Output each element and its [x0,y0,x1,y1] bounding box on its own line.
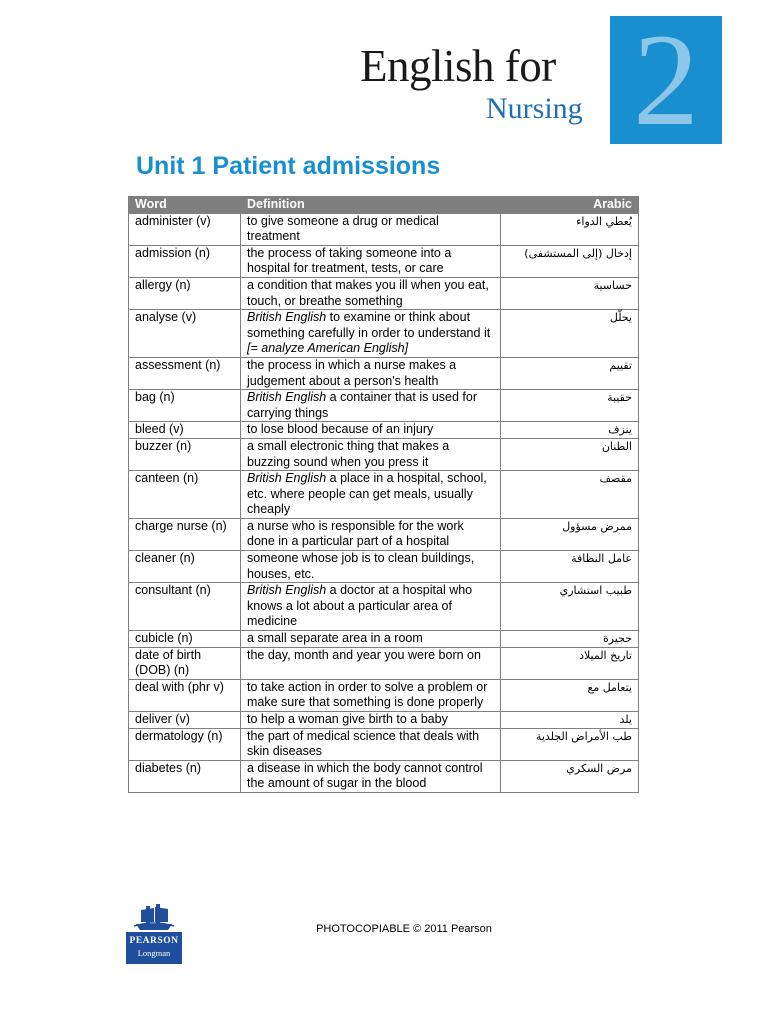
word-cell: diabetes (n) [129,760,241,792]
table-row [129,712,639,729]
definition-text: a container that is used for carrying things [247,390,477,420]
table-row [129,518,639,550]
definition-text: a nurse who is responsible for the work done in a particular part of a hospital [247,518,464,549]
definition-text: a small electronic thing that makes a buzzing sound when you press it [247,438,450,469]
word-cell: charge nurse (n) [129,518,241,550]
arabic-cell: يحلّل [501,310,639,358]
definition-text: to help a woman give birth to a baby [247,712,448,726]
word-cell: deliver (v) [129,712,241,729]
title-english-for: English for [360,41,556,91]
table-row [129,551,639,583]
word-cell: analyse (v) [129,310,241,358]
usage-note: British English [247,471,327,486]
logo-pearson-text: PEARSON [129,936,179,946]
arabic-cell: حساسية [501,277,639,309]
definition-text: a doctor at a hospital who knows a lot about a particular area of medicine [247,583,473,629]
table-row [129,357,639,389]
table-row [129,679,639,711]
arabic-cell: طب الأمراض الجلدية [501,728,639,760]
logo-longman-text: Longman [137,948,171,958]
usage-note: British English [247,310,327,325]
definition-cell [241,728,501,760]
usage-note: British English [247,390,327,405]
definition-cell [241,245,501,277]
definition-text: the process of taking someone into a hospital for treatment, tests, or care [247,245,452,276]
level-number: 2 [633,6,699,153]
definition-cell [241,712,501,729]
definition-cell [241,422,501,439]
definition-text: to lose blood because of an injury [247,422,434,437]
word-cell: allergy (n) [129,277,241,309]
word-cell: deal with (phr v) [129,679,241,711]
definition-cell [241,647,501,679]
arabic-cell: ممرض مسؤول [501,518,639,550]
arabic-cell: مقصف [501,471,639,519]
definition-cell [241,471,501,519]
definition-cell [241,390,501,422]
word-cell: assessment (n) [129,357,241,389]
arabic-cell: حقيبة [501,390,639,422]
arabic-cell: عامل النظافة [501,551,639,583]
word-cell: bag (n) [129,390,241,422]
table-row [129,213,639,245]
table-row [129,583,639,631]
word-cell: buzzer (n) [129,438,241,470]
table-row [129,471,639,519]
header-definition: Definition [241,197,501,214]
logo-wordmark [126,932,182,964]
definition-text: the process in which a nurse makes a judgement about a person's health [247,357,457,388]
word-cell: dermatology (n) [129,728,241,760]
table-row [129,647,639,679]
definition-cell [241,438,501,470]
arabic-cell: الطنان [501,438,639,470]
arabic-cell: مرض السكري [501,760,639,792]
definition-cell [241,583,501,631]
word-cell: cubicle (n) [129,631,241,648]
definition-text: the part of medical science that deals with skin diseases [247,728,480,759]
table-row [129,760,639,792]
arabic-cell: إدخال (إلى المستشفى) [501,245,639,277]
table-row [129,245,639,277]
unit-title: Unit 1 Patient admissions [136,152,441,180]
definition-cell [241,760,501,792]
definition-text: to give someone a drug or medical treatment [247,213,439,244]
word-cell: date of birth (DOB) (n) [129,647,241,679]
table-row [129,310,639,358]
table-row [129,728,639,760]
usage-note-american: [= analyze American English] [247,341,409,356]
definition-text: to take action in order to solve a problem or make sure that something is done properly [247,679,488,710]
vocabulary-table [128,196,639,793]
definition-text: a place in a hospital, school, etc. where people can get meals, usually cheaply [247,471,487,517]
definition-cell [241,277,501,309]
arabic-cell: يلد [501,712,639,729]
table-row [129,277,639,309]
definition-text: someone whose job is to clean buildings, houses, etc. [247,551,475,581]
definition-cell [241,631,501,648]
arabic-cell: يتعامل مع [501,679,639,711]
word-cell: admission (n) [129,245,241,277]
definition-text: to examine or think about something carefully in order to understand it [247,310,491,340]
word-cell: bleed (v) [129,422,241,439]
level-badge [610,6,722,153]
arabic-cell: يُعطي الدواء [501,213,639,245]
table-row [129,390,639,422]
table-row [129,438,639,470]
word-cell: cleaner (n) [129,551,241,583]
usage-note: British English [247,583,327,598]
definition-text: a small separate area in a room [247,631,423,646]
arabic-cell: ينزف [501,422,639,439]
table-row [129,422,639,439]
definition-cell [241,518,501,550]
definition-text: a condition that makes you ill when you eat, touch, or breathe something [247,277,489,308]
copyright-footer: PHOTOCOPIABLE © 2011 Pearson [316,923,492,935]
table-body [129,213,639,792]
arabic-cell: طبيب استشاري [501,583,639,631]
word-cell: canteen (n) [129,471,241,519]
arabic-cell: تاريخ الميلاد [501,647,639,679]
table-row [129,631,639,648]
definition-cell [241,310,501,358]
definition-text: the day, month and year you were born on [247,647,481,662]
definition-cell [241,213,501,245]
definition-text: a disease in which the body cannot control the amount of sugar in the blood [247,760,483,791]
header-arabic: Arabic [501,197,639,214]
arabic-cell: حجيرة [501,631,639,648]
definition-cell [241,551,501,583]
word-cell: administer (v) [129,213,241,245]
table-header-row [129,197,639,214]
definition-cell [241,679,501,711]
header-word: Word [129,197,241,214]
arabic-cell: تقييم [501,357,639,389]
definition-cell [241,357,501,389]
title-nursing: Nursing [486,92,583,125]
word-cell: consultant (n) [129,583,241,631]
